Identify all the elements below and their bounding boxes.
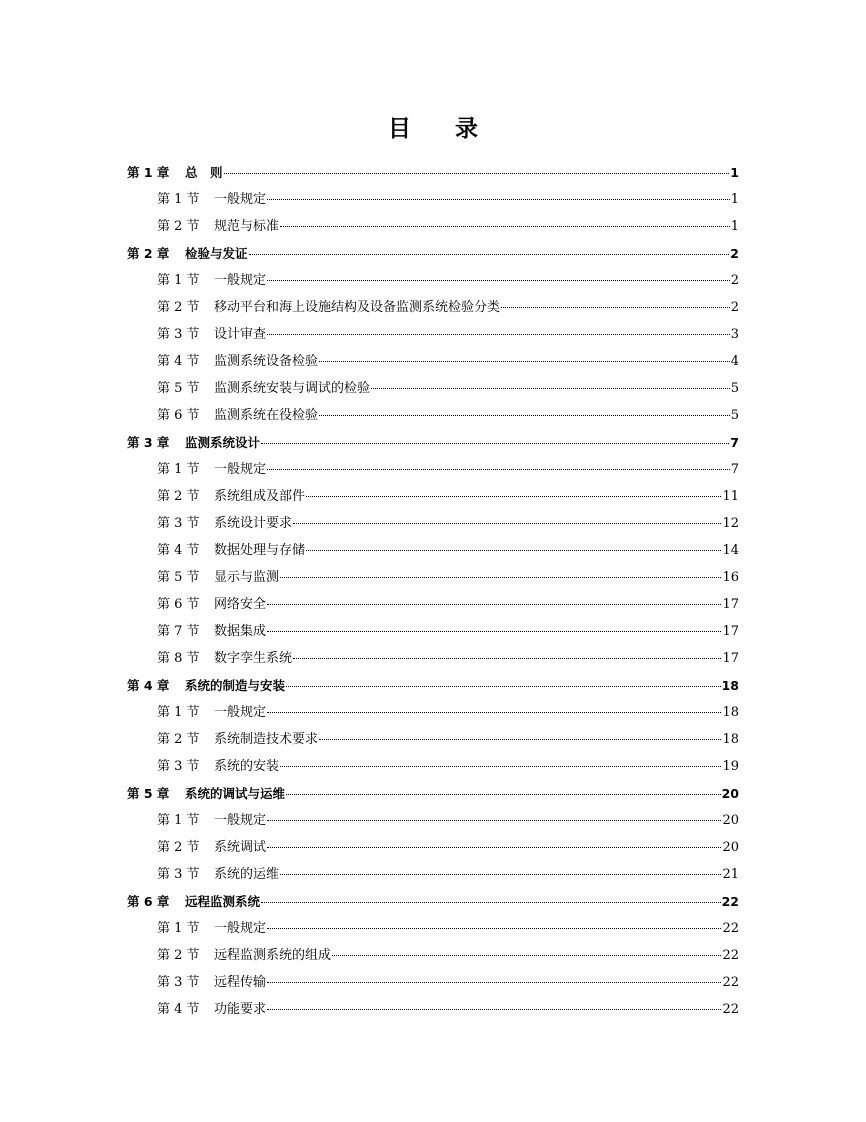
section-number: 第 4 节 bbox=[157, 1002, 200, 1017]
toc-section-entry[interactable] bbox=[127, 834, 739, 861]
toc-chapter-entry[interactable] bbox=[127, 888, 739, 915]
toc-chapter-entry[interactable] bbox=[127, 240, 739, 267]
chapter-number: 第 4 章 bbox=[127, 678, 170, 693]
page-number: 17 bbox=[722, 651, 739, 666]
dot-leader bbox=[267, 334, 730, 335]
page-number: 2 bbox=[730, 273, 739, 288]
chapter-title: 总 则 bbox=[185, 165, 223, 180]
dot-leader bbox=[267, 631, 721, 632]
dot-leader bbox=[319, 361, 730, 362]
page-number: 18 bbox=[721, 678, 739, 693]
toc-section-entry[interactable] bbox=[127, 645, 739, 672]
chapter-number: 第 5 章 bbox=[127, 786, 170, 801]
page-title: 目 录 bbox=[387, 116, 496, 142]
page-number: 1 bbox=[730, 219, 739, 234]
section-number: 第 1 节 bbox=[157, 462, 200, 477]
dot-leader bbox=[286, 794, 721, 795]
section-title: 显示与监测 bbox=[214, 570, 280, 585]
toc-chapter-entry[interactable] bbox=[127, 780, 739, 807]
page-number: 20 bbox=[721, 786, 739, 801]
toc-section-entry[interactable] bbox=[127, 996, 739, 1023]
toc-chapter-entry[interactable] bbox=[127, 672, 739, 699]
toc-section-entry[interactable] bbox=[127, 699, 739, 726]
dot-leader bbox=[371, 388, 730, 389]
section-number: 第 2 节 bbox=[157, 732, 200, 747]
section-number: 第 2 节 bbox=[157, 489, 200, 504]
toc-chapter-entry[interactable] bbox=[127, 159, 739, 186]
chapter-number: 第 3 章 bbox=[127, 435, 170, 450]
section-number: 第 2 节 bbox=[157, 219, 200, 234]
section-title: 系统的运维 bbox=[214, 867, 280, 882]
section-number: 第 1 节 bbox=[157, 273, 200, 288]
section-title: 网络安全 bbox=[214, 597, 267, 612]
section-title: 数字孪生系统 bbox=[214, 651, 293, 666]
toc-section-entry[interactable] bbox=[127, 348, 739, 375]
section-title: 功能要求 bbox=[214, 1002, 267, 1017]
page-number: 5 bbox=[730, 381, 739, 396]
page-number: 3 bbox=[730, 327, 739, 342]
section-number: 第 6 节 bbox=[157, 408, 200, 423]
dot-leader bbox=[306, 496, 721, 497]
page-number: 14 bbox=[722, 543, 739, 558]
section-title: 监测系统安装与调试的检验 bbox=[214, 381, 371, 396]
page-number: 22 bbox=[721, 894, 739, 909]
toc-section-entry[interactable] bbox=[127, 321, 739, 348]
section-number: 第 4 节 bbox=[157, 543, 200, 558]
section-number: 第 1 节 bbox=[157, 705, 200, 720]
page-number: 22 bbox=[722, 921, 739, 936]
dot-leader bbox=[280, 577, 721, 578]
chapter-number: 第 6 章 bbox=[127, 894, 170, 909]
toc-section-entry[interactable] bbox=[127, 591, 739, 618]
dot-leader bbox=[280, 766, 721, 767]
chapter-title: 检验与发证 bbox=[185, 246, 248, 261]
page-number: 17 bbox=[722, 624, 739, 639]
section-number: 第 6 节 bbox=[157, 597, 200, 612]
section-title: 设计审查 bbox=[214, 327, 267, 342]
toc-section-entry[interactable] bbox=[127, 510, 739, 537]
table-of-contents bbox=[127, 159, 739, 1023]
page-number: 20 bbox=[722, 813, 739, 828]
page-number: 2 bbox=[730, 246, 739, 261]
section-number: 第 8 节 bbox=[157, 651, 200, 666]
section-title: 数据处理与存储 bbox=[214, 543, 306, 558]
dot-leader bbox=[280, 874, 721, 875]
page-number: 11 bbox=[722, 489, 739, 504]
section-title: 数据集成 bbox=[214, 624, 267, 639]
dot-leader bbox=[267, 820, 721, 821]
section-number: 第 3 节 bbox=[157, 327, 200, 342]
section-title: 远程传输 bbox=[214, 975, 267, 990]
toc-section-entry[interactable] bbox=[127, 402, 739, 429]
section-number: 第 4 节 bbox=[157, 354, 200, 369]
section-title: 监测系统设备检验 bbox=[214, 354, 319, 369]
section-title: 系统设计要求 bbox=[214, 516, 293, 531]
dot-leader bbox=[293, 523, 721, 524]
section-title: 规范与标准 bbox=[214, 219, 280, 234]
section-number: 第 2 节 bbox=[157, 948, 200, 963]
dot-leader bbox=[267, 199, 730, 200]
page-number: 16 bbox=[722, 570, 739, 585]
toc-section-entry[interactable] bbox=[127, 861, 739, 888]
page-number: 4 bbox=[730, 354, 739, 369]
dot-leader bbox=[267, 1009, 721, 1010]
section-number: 第 5 节 bbox=[157, 381, 200, 396]
section-number: 第 1 节 bbox=[157, 921, 200, 936]
toc-section-entry[interactable] bbox=[127, 294, 739, 321]
dot-leader bbox=[267, 928, 721, 929]
dot-leader bbox=[249, 254, 730, 255]
toc-section-entry[interactable] bbox=[127, 726, 739, 753]
section-number: 第 7 节 bbox=[157, 624, 200, 639]
toc-section-entry[interactable] bbox=[127, 564, 739, 591]
section-title: 一般规定 bbox=[214, 462, 267, 477]
dot-leader bbox=[267, 280, 730, 281]
section-title: 系统的安装 bbox=[214, 759, 280, 774]
page-number: 22 bbox=[722, 975, 739, 990]
toc-chapter-entry[interactable] bbox=[127, 429, 739, 456]
section-number: 第 3 节 bbox=[157, 867, 200, 882]
dot-leader bbox=[267, 712, 721, 713]
dot-leader bbox=[319, 415, 730, 416]
toc-section-entry[interactable] bbox=[127, 537, 739, 564]
section-title: 一般规定 bbox=[214, 921, 267, 936]
section-number: 第 3 节 bbox=[157, 759, 200, 774]
section-title: 系统制造技术要求 bbox=[214, 732, 319, 747]
toc-section-entry[interactable] bbox=[127, 753, 739, 780]
dot-leader bbox=[332, 955, 721, 956]
page-number: 2 bbox=[730, 300, 739, 315]
toc-section-entry[interactable] bbox=[127, 915, 739, 942]
dot-leader bbox=[319, 739, 721, 740]
toc-section-entry[interactable] bbox=[127, 942, 739, 969]
dot-leader bbox=[280, 226, 730, 227]
toc-section-entry[interactable] bbox=[127, 807, 739, 834]
dot-leader bbox=[267, 847, 721, 848]
page-number: 19 bbox=[722, 759, 739, 774]
chapter-title: 远程监测系统 bbox=[185, 894, 261, 909]
dot-leader bbox=[267, 982, 721, 983]
toc-section-entry[interactable] bbox=[127, 267, 739, 294]
page-number: 12 bbox=[722, 516, 739, 531]
page-number: 18 bbox=[722, 705, 739, 720]
page-number: 1 bbox=[730, 165, 739, 180]
dot-leader bbox=[224, 173, 730, 174]
page-number: 1 bbox=[730, 192, 739, 207]
dot-leader bbox=[261, 443, 729, 444]
section-title: 移动平台和海上设施结构及设备监测系统检验分类 bbox=[214, 300, 501, 315]
chapter-title: 监测系统设计 bbox=[185, 435, 261, 450]
page-number: 18 bbox=[722, 732, 739, 747]
section-title: 一般规定 bbox=[214, 705, 267, 720]
toc-section-entry[interactable] bbox=[127, 618, 739, 645]
toc-section-entry[interactable] bbox=[127, 186, 739, 213]
chapter-number: 第 2 章 bbox=[127, 246, 170, 261]
chapter-title: 系统的制造与安装 bbox=[185, 678, 286, 693]
section-title: 远程监测系统的组成 bbox=[214, 948, 332, 963]
page-number: 5 bbox=[730, 408, 739, 423]
dot-leader bbox=[261, 902, 721, 903]
dot-leader bbox=[293, 658, 721, 659]
page-number: 21 bbox=[722, 867, 739, 882]
dot-leader bbox=[286, 686, 721, 687]
page-number: 7 bbox=[730, 462, 739, 477]
dot-leader bbox=[267, 604, 721, 605]
section-number: 第 3 节 bbox=[157, 975, 200, 990]
dot-leader bbox=[501, 307, 730, 308]
chapter-title: 系统的调试与运维 bbox=[185, 786, 286, 801]
page-number: 22 bbox=[722, 1002, 739, 1017]
dot-leader bbox=[267, 469, 730, 470]
chapter-number: 第 1 章 bbox=[127, 165, 170, 180]
section-number: 第 1 节 bbox=[157, 813, 200, 828]
toc-section-entry[interactable] bbox=[127, 213, 739, 240]
toc-section-entry[interactable] bbox=[127, 375, 739, 402]
section-title: 一般规定 bbox=[214, 192, 267, 207]
section-title: 一般规定 bbox=[214, 813, 267, 828]
page-number: 7 bbox=[730, 435, 739, 450]
section-title: 监测系统在役检验 bbox=[214, 408, 319, 423]
section-number: 第 2 节 bbox=[157, 300, 200, 315]
section-title: 系统组成及部件 bbox=[214, 489, 306, 504]
toc-section-entry[interactable] bbox=[127, 483, 739, 510]
page-number: 17 bbox=[722, 597, 739, 612]
page-number: 22 bbox=[722, 948, 739, 963]
dot-leader bbox=[306, 550, 721, 551]
section-title: 系统调试 bbox=[214, 840, 267, 855]
toc-section-entry[interactable] bbox=[127, 456, 739, 483]
section-number: 第 3 节 bbox=[157, 516, 200, 531]
section-number: 第 2 节 bbox=[157, 840, 200, 855]
toc-section-entry[interactable] bbox=[127, 969, 739, 996]
section-number: 第 5 节 bbox=[157, 570, 200, 585]
section-number: 第 1 节 bbox=[157, 192, 200, 207]
section-title: 一般规定 bbox=[214, 273, 267, 288]
page-number: 20 bbox=[722, 840, 739, 855]
